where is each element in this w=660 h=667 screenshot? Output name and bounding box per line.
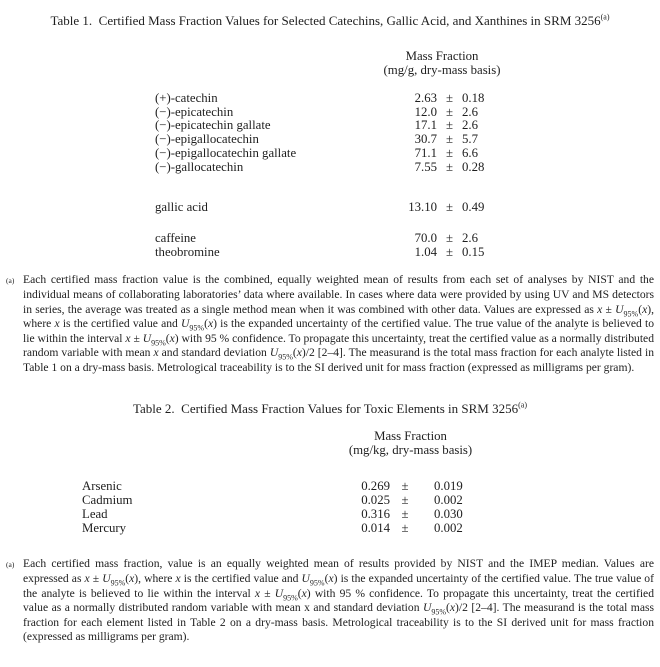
mass-fraction-value: 0.269 bbox=[361, 479, 390, 494]
table-row bbox=[155, 174, 507, 215]
footnote-marker: (a) bbox=[6, 560, 15, 570]
uncertainty-value: 2.6 bbox=[462, 118, 478, 133]
analyte-name: (+)-catechin bbox=[155, 91, 218, 105]
mass-fraction-value: 70.0 bbox=[414, 230, 437, 245]
mass-fraction-value: 12.0 bbox=[414, 104, 437, 119]
plus-minus-sign: ± bbox=[445, 244, 454, 259]
analyte-name: caffeine bbox=[155, 230, 196, 245]
mass-fraction-value: 7.55 bbox=[414, 159, 437, 174]
element-name: Lead bbox=[82, 507, 108, 522]
plus-minus-sign: ± bbox=[445, 104, 454, 119]
table-row bbox=[82, 507, 489, 521]
mass-fraction-header-line2: (mg/g, dry-mass basis) bbox=[383, 62, 501, 77]
uncertainty-value: 0.49 bbox=[462, 200, 485, 215]
element-name: Arsenic bbox=[82, 479, 122, 494]
plus-minus-sign: ± bbox=[445, 159, 454, 174]
mass-fraction-column-header bbox=[332, 430, 489, 479]
table-row bbox=[155, 119, 507, 133]
table2-title-footnote-ref: (a) bbox=[518, 401, 527, 411]
uncertainty-value: 0.002 bbox=[434, 493, 463, 508]
table-row bbox=[82, 521, 489, 535]
mass-fraction-value: 13.10 bbox=[408, 200, 437, 215]
plus-minus-sign: ± bbox=[445, 230, 454, 245]
footnote-text: Each certified mass fraction value is the combined, equally weighted mean of results from each set of analyses by NIST and the individual means of collaborating laboratories’ data where available. In cases where data were provided by using UV and MS detectors in series, the average was treated as a single method mean when it was combined with other data. Values are expressed as $x \pm U_{95\%}(x)$, where x is the certified value and $U_{95\%}(x)$ is the expanded uncertainty of the certified value. The true value of the analyte is believed to lie within the interval $x \pm U_{95\%}(x)$ with 95 % confidence. To propagate this uncertainty, treat the certified value as a normally distributed random variable with mean x and standard deviation $U_{95\%}(x)/2$ [2–4]. The measurand is the total mass fraction for each analyte listed in Table 1 on a dry-mass basis. Metrological traceability is to the SI derived unit for mass fraction (expressed as milligrams per gram). bbox=[23, 273, 654, 374]
table-row bbox=[82, 479, 489, 493]
table2 bbox=[82, 430, 489, 535]
uncertainty-value: 0.18 bbox=[462, 91, 485, 105]
mass-fraction-value: 17.1 bbox=[414, 118, 437, 133]
analyte-name: (−)-epigallocatechin bbox=[155, 132, 259, 147]
uncertainty-value: 6.6 bbox=[462, 145, 478, 160]
analyte-name: gallic acid bbox=[155, 200, 208, 215]
footnote-marker: (a) bbox=[6, 276, 15, 286]
uncertainty-value: 0.002 bbox=[434, 521, 463, 536]
mass-fraction-header-line2: (mg/kg, dry-mass basis) bbox=[348, 442, 473, 457]
table-row bbox=[155, 133, 507, 147]
plus-minus-sign: ± bbox=[445, 145, 454, 160]
table2-title-text: Table 2. Certified Mass Fraction Values for Toxic Elements in SRM 3256 bbox=[132, 401, 519, 417]
table1-title-footnote-ref: (a) bbox=[600, 12, 610, 22]
table-row bbox=[155, 92, 507, 106]
plus-minus-sign: ± bbox=[445, 132, 454, 147]
uncertainty-value: 2.6 bbox=[462, 104, 478, 119]
table-row bbox=[82, 493, 489, 507]
mass-fraction-column-header bbox=[377, 50, 507, 92]
mass-fraction-value: 30.7 bbox=[414, 132, 437, 147]
plus-minus-sign: ± bbox=[445, 200, 454, 215]
uncertainty-value: 0.15 bbox=[462, 244, 485, 259]
plus-minus-sign: ± bbox=[401, 493, 409, 508]
analyte-name: (−)-epicatechin gallate bbox=[155, 118, 271, 133]
mass-fraction-value: 0.025 bbox=[361, 493, 390, 508]
table-row bbox=[155, 147, 507, 161]
table1-header-row bbox=[155, 50, 507, 92]
table-row bbox=[155, 215, 507, 246]
table1-title bbox=[0, 0, 660, 28]
uncertainty-value: 0.019 bbox=[434, 479, 463, 494]
analyte-name: (−)-epigallocatechin gallate bbox=[155, 145, 297, 160]
analyte-name: theobromine bbox=[155, 244, 220, 259]
table1 bbox=[155, 50, 507, 259]
mass-fraction-value: 1.04 bbox=[414, 244, 437, 259]
plus-minus-sign: ± bbox=[445, 118, 454, 133]
analyte-name: (−)-epicatechin bbox=[155, 104, 234, 119]
table1-footnote bbox=[6, 273, 654, 375]
table2-footnote bbox=[6, 557, 654, 645]
mass-fraction-value: 2.63 bbox=[414, 91, 437, 105]
plus-minus-sign: ± bbox=[401, 521, 409, 536]
uncertainty-value: 2.6 bbox=[462, 230, 478, 245]
mass-fraction-header-line1: Mass Fraction bbox=[405, 49, 479, 63]
table1-title-text: Table 1. Certified Mass Fraction Values for Selected Catechins, Gallic Acid, and Xanthines in SRM 3256 bbox=[50, 13, 601, 28]
mass-fraction-value: 71.1 bbox=[414, 145, 437, 160]
uncertainty-value: 0.030 bbox=[434, 507, 463, 522]
analyte-name: (−)-gallocatechin bbox=[155, 159, 244, 174]
table-row bbox=[155, 246, 507, 260]
table-row bbox=[155, 161, 507, 175]
plus-minus-sign: ± bbox=[401, 507, 409, 522]
table-row bbox=[155, 106, 507, 120]
uncertainty-value: 5.7 bbox=[462, 132, 478, 147]
mass-fraction-value: 0.316 bbox=[361, 507, 390, 522]
footnote-text: Each certified mass fraction, value is an equally weighted mean of results provided by NIST and the IMEP median. Values are expressed as $x \pm U_{95\%}(x)$, where x is the certified value and $U_{95\%}(x)$ is the expanded uncertainty of the certified value. The true value of the analyte is believed to lie within the interval $x \pm U_{95\%}(x)$ with 95 % confidence. To propagate this uncertainty, treat the certified value as a normally distributed random variable with mean x and standard deviation $U_{95\%}(x)/2$ [2–4]. The measurand is the total mass fraction for each element listed in Table 2 on a dry-mass basis. Metrological traceability is to the SI derived unit for mass fraction (expressed as milligrams per gram). bbox=[23, 557, 654, 644]
table2-title bbox=[0, 401, 660, 416]
element-name: Cadmium bbox=[82, 493, 133, 508]
uncertainty-value: 0.28 bbox=[462, 159, 485, 174]
plus-minus-sign: ± bbox=[401, 479, 409, 494]
plus-minus-sign: ± bbox=[445, 91, 454, 105]
table2-header-row bbox=[82, 430, 489, 479]
element-name: Mercury bbox=[82, 521, 127, 536]
mass-fraction-header-line1: Mass Fraction bbox=[374, 429, 447, 444]
mass-fraction-value: 0.014 bbox=[361, 521, 390, 536]
